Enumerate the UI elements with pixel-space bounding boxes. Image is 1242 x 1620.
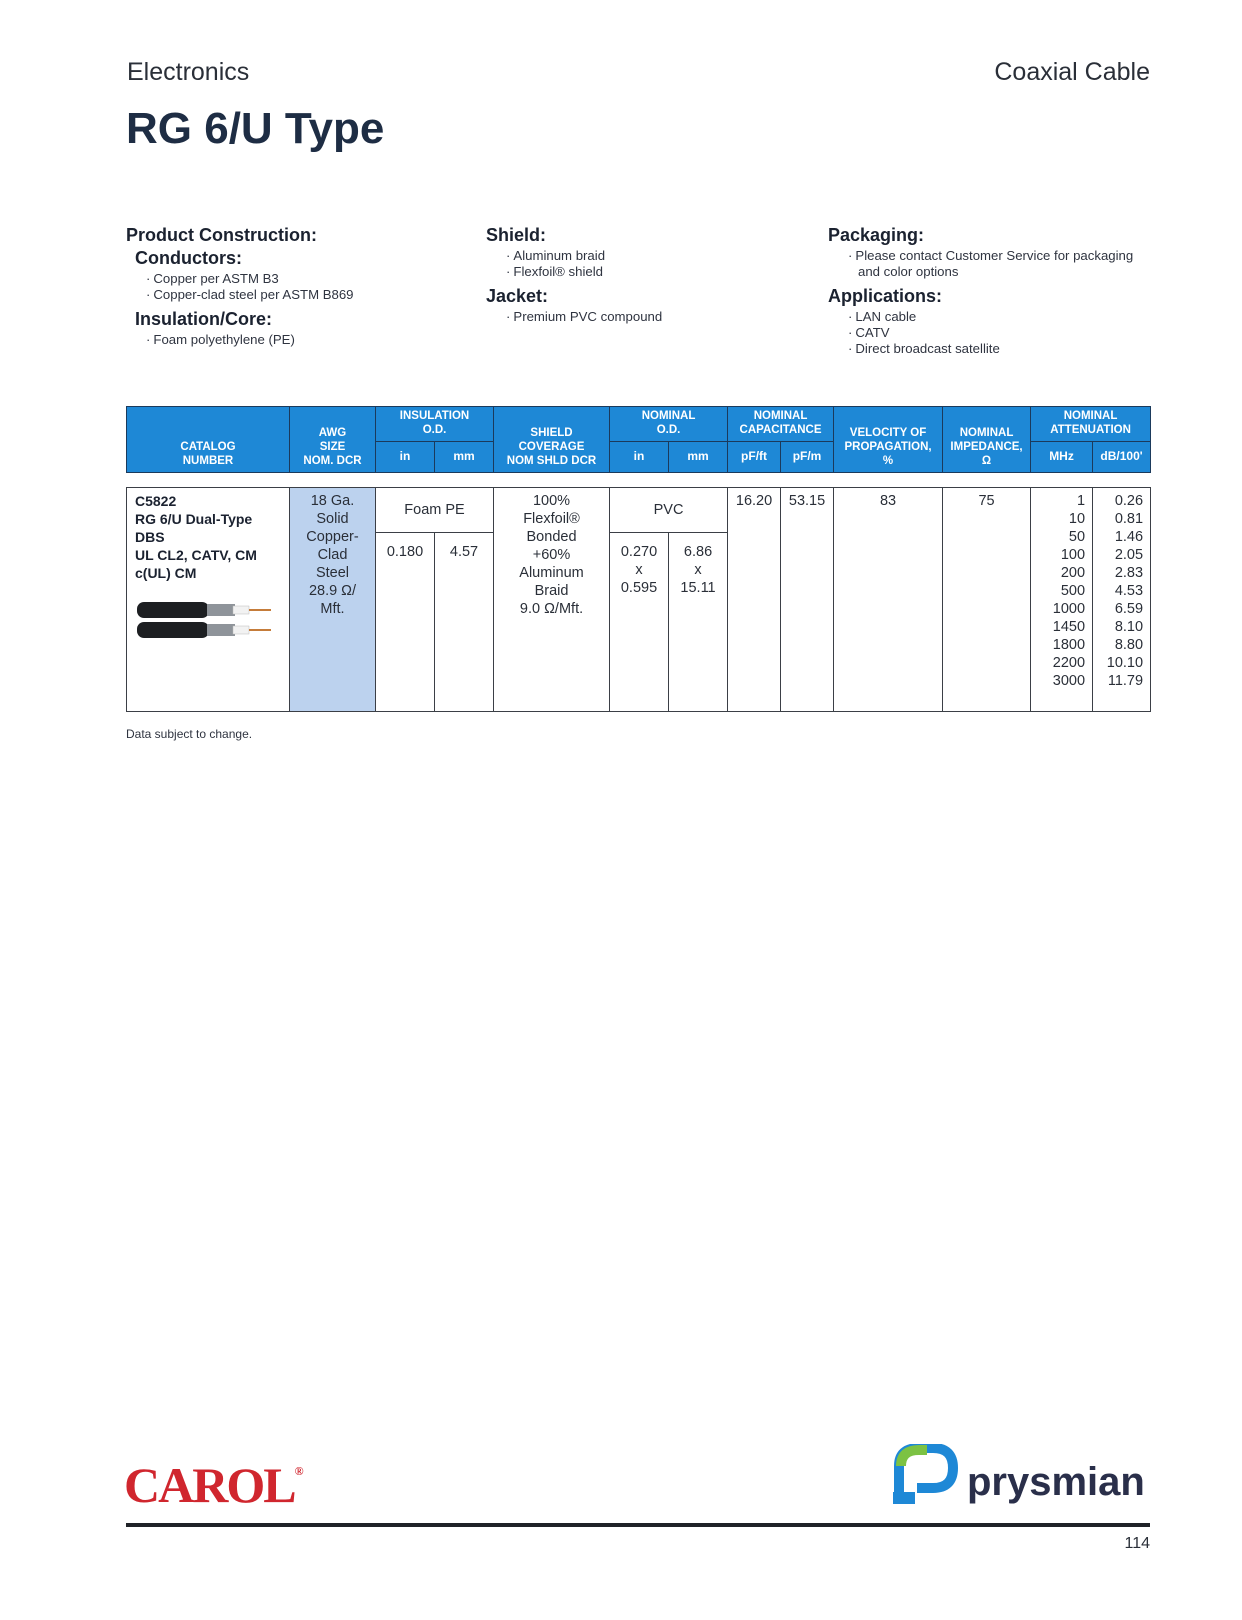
packaging-list bbox=[848, 248, 1158, 280]
conductors-list bbox=[146, 271, 456, 303]
subheader-db: dB/100' bbox=[1093, 442, 1151, 473]
shield-column bbox=[486, 225, 816, 331]
header-shield: SHIELD COVERAGE NOM SHLD DCR bbox=[494, 407, 610, 473]
subheader-od-mm: mm bbox=[669, 442, 728, 473]
subheader-pf-m: pF/m bbox=[781, 442, 834, 473]
cell-velocity: 83 bbox=[834, 488, 943, 712]
list-item: · Foam polyethylene (PE) bbox=[146, 332, 295, 347]
subheader-ins-mm: mm bbox=[435, 442, 494, 473]
header-impedance: NOMINAL IMPEDANCE, Ω bbox=[943, 407, 1031, 473]
list-item: · Premium PVC compound bbox=[506, 309, 663, 324]
header-awg: AWG SIZE NOM. DCR bbox=[290, 407, 376, 473]
header-insulation: INSULATION O.D. bbox=[376, 407, 494, 442]
cell-pf-m: 53.15 bbox=[781, 488, 834, 712]
cell-pf-ft: 16.20 bbox=[728, 488, 781, 712]
subheader-od-in: in bbox=[610, 442, 669, 473]
applications-list bbox=[848, 309, 1158, 357]
header-capacitance: NOMINAL CAPACITANCE bbox=[728, 407, 834, 442]
table-row bbox=[127, 488, 1151, 533]
conductors-heading: Conductors: bbox=[135, 248, 242, 268]
subheader-ins-in: in bbox=[376, 442, 435, 473]
construction-column bbox=[126, 225, 456, 354]
cell-jacket-material: PVC bbox=[610, 488, 728, 533]
list-item: · Please contact Customer Service for packaging bbox=[848, 248, 1134, 263]
prysmian-wordmark: prysmian bbox=[967, 1460, 1145, 1504]
shield-list bbox=[506, 248, 816, 280]
list-item: and color options bbox=[858, 264, 959, 279]
header-velocity: VELOCITY OF PROPAGATION, % bbox=[834, 407, 943, 473]
insulation-list bbox=[146, 332, 456, 348]
cell-od-mm: 6.86 x 15.11 bbox=[669, 533, 728, 712]
carol-logo: CAROL® bbox=[124, 1457, 304, 1513]
list-item: · Aluminum braid bbox=[506, 248, 606, 263]
data-note: Data subject to change. bbox=[126, 727, 253, 741]
header-catalog: CATALOG NUMBER bbox=[127, 407, 290, 473]
cell-mhz: 1 10 50 100 200 500 1000 1450 1800 2200 3000 bbox=[1031, 488, 1093, 712]
list-item: · Flexfoil® shield bbox=[506, 264, 604, 279]
subheader-pf-ft: pF/ft bbox=[728, 442, 781, 473]
header-attenuation: NOMINAL ATTENUATION bbox=[1031, 407, 1151, 442]
cell-impedance: 75 bbox=[943, 488, 1031, 712]
cell-ins-in: 0.180 bbox=[376, 533, 435, 712]
packaging-column bbox=[828, 225, 1158, 363]
footer-rule bbox=[126, 1523, 1150, 1527]
jacket-list bbox=[506, 309, 816, 325]
list-item: · CATV bbox=[848, 325, 890, 340]
header-section: Coaxial Cable bbox=[994, 58, 1150, 86]
jacket-heading: Jacket: bbox=[486, 286, 549, 306]
shield-heading: Shield: bbox=[486, 225, 547, 245]
list-item: · Copper per ASTM B3 bbox=[146, 271, 279, 286]
list-item: · Copper-clad steel per ASTM B869 bbox=[146, 287, 354, 302]
cell-awg: 18 Ga. Solid Copper- Clad Steel 28.9 Ω/ Mft. bbox=[290, 488, 376, 712]
list-item: · LAN cable bbox=[848, 309, 917, 324]
header-od: NOMINAL O.D. bbox=[610, 407, 728, 442]
page-title: RG 6/U Type bbox=[126, 104, 385, 153]
applications-heading: Applications: bbox=[828, 286, 943, 306]
cable-image bbox=[135, 598, 275, 644]
list-item: · Direct broadcast satellite bbox=[848, 341, 1000, 356]
cell-od-in: 0.270 x 0.595 bbox=[610, 533, 669, 712]
cell-shield: 100% Flexfoil® Bonded +60% Aluminum Braid 9.0 Ω/Mft. bbox=[494, 488, 610, 712]
packaging-heading: Packaging: bbox=[828, 225, 925, 245]
insulation-heading: Insulation/Core: bbox=[135, 309, 273, 329]
cell-insulation-material: Foam PE bbox=[376, 488, 494, 533]
cell-db: 0.26 0.81 1.46 2.05 2.83 4.53 6.59 8.10 8.80 10.10 11.79 bbox=[1093, 488, 1151, 712]
header-category: Electronics bbox=[127, 58, 250, 86]
construction-heading: Product Construction: bbox=[126, 225, 317, 245]
cell-ins-mm: 4.57 bbox=[435, 533, 494, 712]
page-number: 114 bbox=[1124, 1535, 1150, 1552]
spec-table bbox=[126, 406, 1151, 712]
subheader-mhz: MHz bbox=[1031, 442, 1093, 473]
cell-catalog: C5822 RG 6/U Dual-Type DBS UL CL2, CATV, CM c(UL) CM bbox=[127, 488, 290, 712]
